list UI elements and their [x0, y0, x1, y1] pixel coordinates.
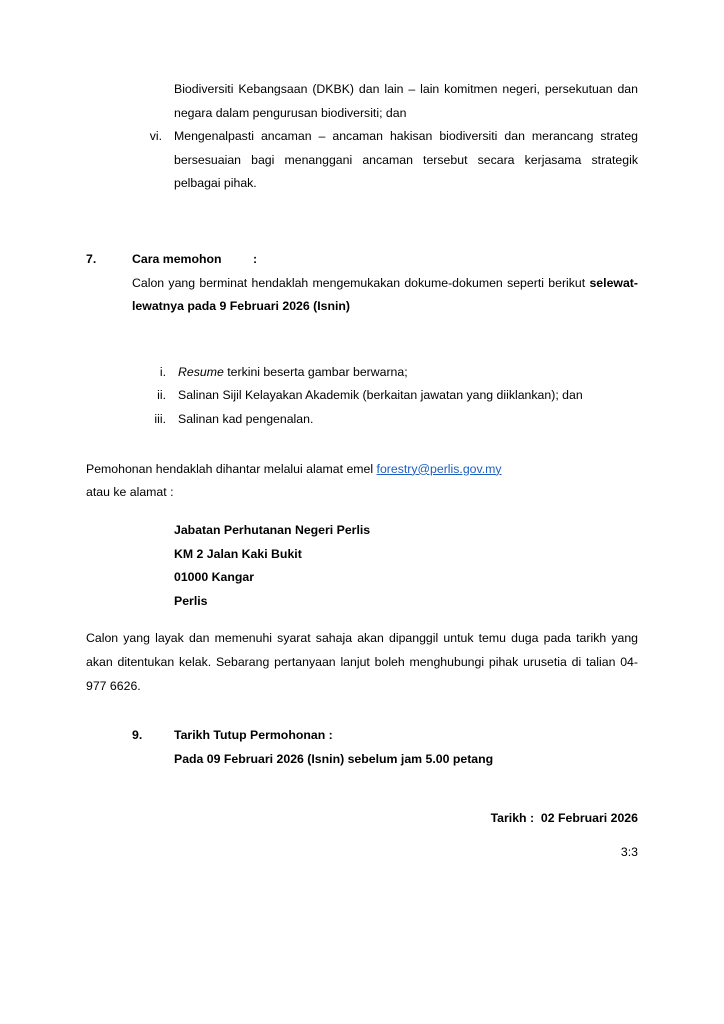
requirement-marker: ii.: [157, 388, 166, 403]
requirement-text: [178, 361, 638, 385]
roman-list-item-vi: [132, 125, 638, 196]
address-block: [174, 519, 638, 613]
requirement-item: [146, 384, 638, 408]
section-7-intro-deadline: selewat-lewatnya pada 9 Februari 2026 (Isnin): [132, 275, 638, 314]
spacer: [86, 319, 638, 361]
address-line: Perlis: [174, 593, 208, 608]
section-7-number: 7.: [86, 252, 97, 267]
page-number: 3:3: [620, 845, 638, 860]
footer-date: [86, 807, 638, 831]
section-9-body: [174, 724, 638, 771]
spacer: [86, 505, 638, 519]
section-7: [86, 248, 638, 319]
address-line: Jabatan Perhutanan Negeri Perlis: [174, 522, 371, 537]
roman-marker: vi.: [149, 129, 162, 144]
section-7-intro-plain: Calon yang berminat hendaklah mengemukakan dokume-dokumen seperti berikut: [132, 275, 590, 290]
requirement-rest: Salinan Sijil Kelayakan Akademik (berkaitan jawatan yang diiklankan); dan: [178, 388, 583, 403]
requirement-item: [146, 361, 638, 385]
section-7-body: [132, 248, 638, 319]
closing-paragraph: Calon yang layak dan memenuhi syarat sahaja akan dipanggil untuk temu duga pada tarikh yang akan ditentukan kelak. Sebarang pertanyaan lanjut boleh menghubungi pihak urusetia di talian 04-977 6626.: [86, 631, 638, 693]
address-intro: atau ke alamat :: [86, 485, 174, 500]
requirement-emphasis: Resume: [178, 364, 224, 379]
requirement-marker: iii.: [154, 412, 166, 427]
continued-paragraph: Biodiversiti Kebangsaan (DKBK) dan lain – lain komitmen negeri, persekutuan dan negara dalam pengurusan biodiversiti; dan: [174, 82, 638, 120]
email-paragraph: [86, 458, 638, 482]
document-body: [86, 78, 638, 865]
spacer: [86, 432, 638, 458]
section-9-detail: Pada 09 Februari 2026 (Isnin) sebelum jam 5.00 petang: [174, 751, 494, 766]
email-link[interactable]: forestry@perlis.gov.my: [376, 461, 502, 476]
section-7-heading: Cara memohon: [132, 252, 222, 267]
requirement-rest: Salinan kad pengenalan.: [178, 412, 314, 427]
address-line: KM 2 Jalan Kaki Bukit: [174, 546, 302, 561]
requirement-text: [178, 384, 638, 408]
requirement-rest: terkini beserta gambar berwarna;: [223, 364, 408, 379]
requirement-marker: i.: [159, 364, 166, 379]
address-line: 01000 Kangar: [174, 570, 254, 585]
section-7-heading-colon: :: [252, 252, 258, 267]
spacer: [86, 613, 638, 627]
section-9-number: 9.: [132, 728, 143, 743]
section-9: [132, 724, 638, 771]
footer-date-label: Tarikh :: [490, 811, 535, 826]
spacer: [86, 196, 638, 248]
spacer: [86, 698, 638, 724]
email-paragraph-lead: Pemohonan hendaklah dihantar melalui alamat emel: [86, 461, 377, 476]
requirement-text: [178, 408, 638, 432]
roman-text: Mengenalpasti ancaman – ancaman hakisan biodiversiti dan merancang strateg bersesuaian bagi menanggani ancaman tersebut secara kerjasama strategik pelbagai pihak.: [174, 129, 638, 191]
footer-date-value: 02 Februari 2026: [540, 811, 638, 826]
section-9-heading: Tarikh Tutup Permohonan :: [174, 728, 333, 743]
section-7-intro: [132, 272, 638, 319]
requirement-item: [146, 408, 638, 432]
section-7-heading-row: [132, 248, 638, 272]
